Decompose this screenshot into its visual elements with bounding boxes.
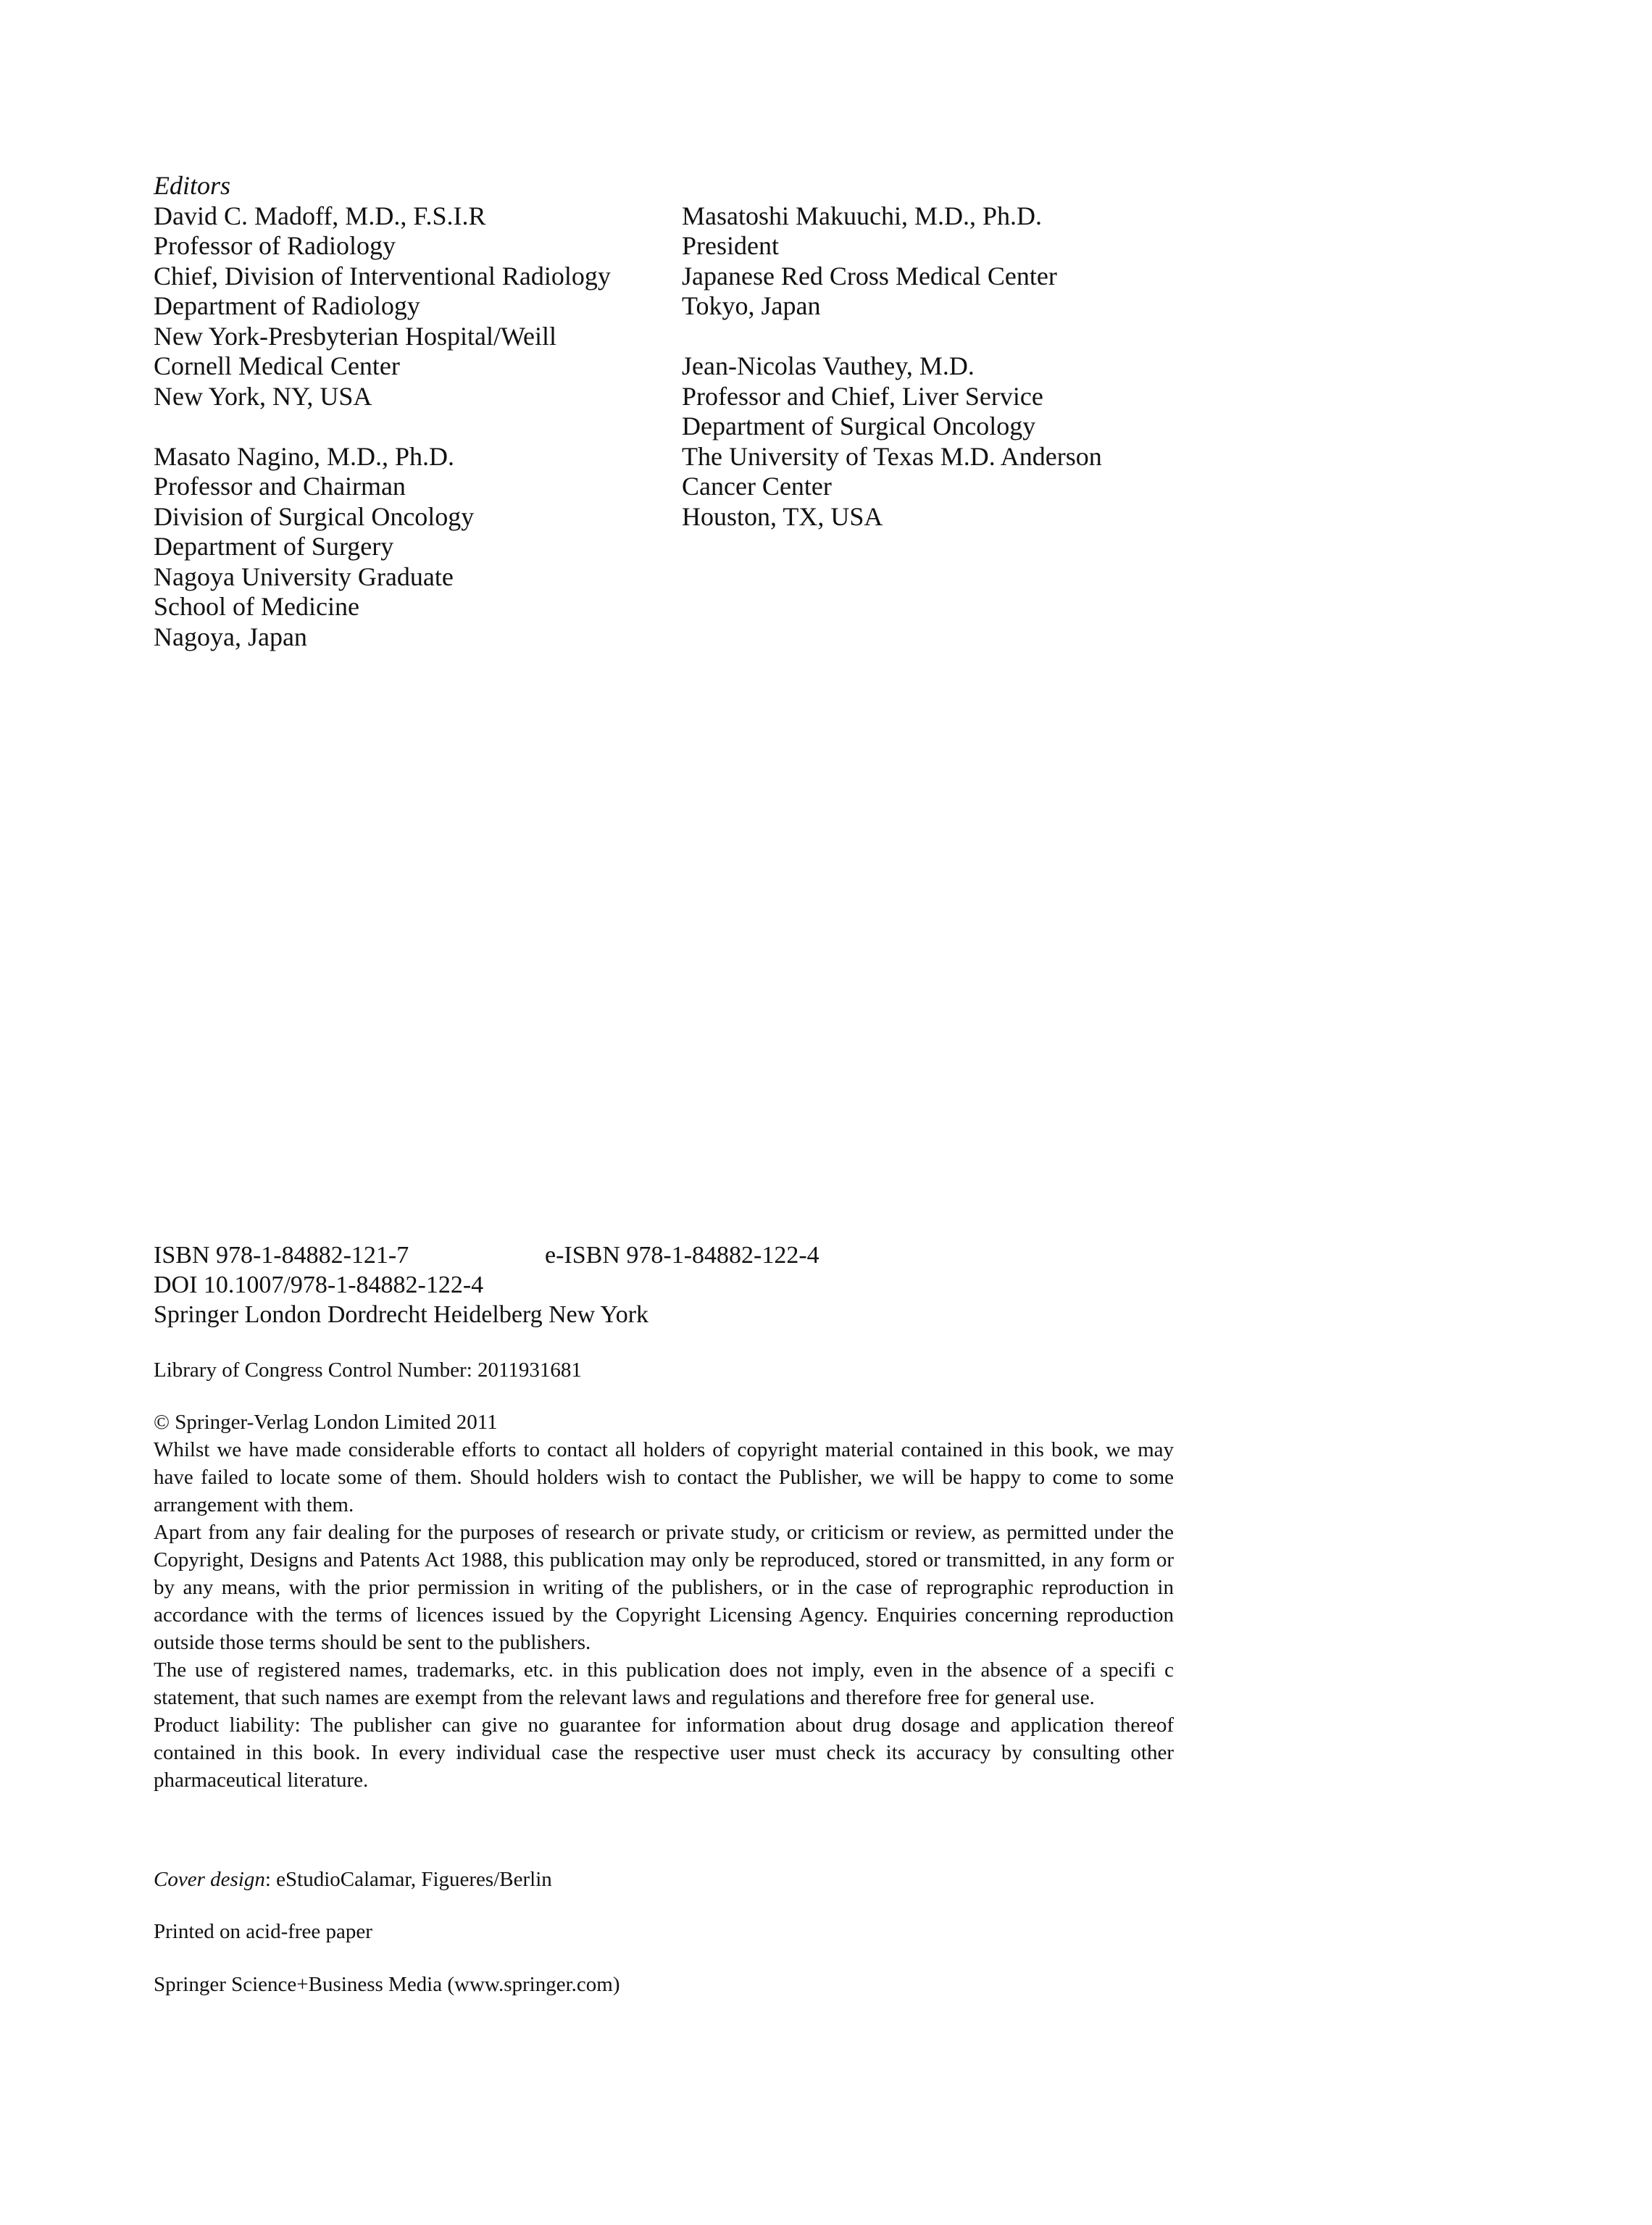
editor-line: Professor of Radiology: [154, 231, 396, 260]
editor-line: Professor and Chairman: [154, 472, 406, 501]
editor-line: The University of Texas M.D. Anderson: [682, 441, 1102, 471]
editor-line: Nagoya University Graduate: [154, 562, 454, 591]
editor-vauthey: [682, 351, 1102, 532]
imprint-note: [154, 1971, 1174, 1998]
editor-line: Masato Nagino, M.D., Ph.D.: [154, 441, 454, 471]
editor-line: Cornell Medical Center: [154, 351, 400, 380]
editor-line: Masatoshi Makuuchi, M.D., Ph.D.: [682, 201, 1042, 230]
loc-control-number: [154, 1356, 1174, 1384]
springer-imprint: Springer Science+Business Media (www.springer.com): [154, 1973, 620, 1996]
copyright-line: © Springer-Verlag London Limited 2011: [154, 1411, 498, 1434]
copyright-paragraph: Apart from any fair dealing for the purposes of research or private study, or criticism or review, as permitted under the Copyright, Designs and Patents Act 1988, this publication may only be reproduced, stored or transmitted, in any form or by any means, with the prior permission in writing of the publishers, or in the case of reprographic reproduction in accordance with the terms of licences issued by the Copyright Licensing Agency. Enquiries concerning reproduction outside those terms should be sent to the publishers.: [154, 1521, 1174, 1654]
editors-block: [154, 171, 1102, 652]
editors-heading: Editors: [154, 171, 231, 200]
editor-line: Nagoya, Japan: [154, 622, 307, 651]
editor-line: Department of Radiology: [154, 291, 420, 320]
copyright-block: [154, 1408, 1174, 1794]
doi: DOI 10.1007/978-1-84882-122-4: [154, 1272, 484, 1298]
editor-line: David C. Madoff, M.D., F.S.I.R: [154, 201, 486, 230]
copyright-paragraph: The use of registered names, trademarks, etc. in this publication does not imply, even in the absence of a specifi c statement, that such names are exempt from the relevant laws and regulations and therefore free for general use.: [154, 1658, 1174, 1709]
editor-makuuchi: [682, 201, 1102, 322]
editor-line: Jean-Nicolas Vauthey, M.D.: [682, 351, 975, 380]
editor-line: Department of Surgical Oncology: [682, 412, 1036, 441]
acid-free-paper: Printed on acid-free paper: [154, 1920, 372, 1943]
copyright-paragraph: Whilst we have made considerable efforts to contact all holders of copyright material contained in this book, we may have failed to locate some of them. Should holders wish to contact the Publisher, we will be happy to come to some arrangement with them.: [154, 1438, 1174, 1516]
editor-line: New York-Presbyterian Hospital/Weill: [154, 321, 557, 351]
editor-madoff: [154, 201, 611, 412]
publication-identifiers: [154, 1240, 819, 1329]
editor-line: Division of Surgical Oncology: [154, 501, 475, 531]
editor-line: Department of Surgery: [154, 532, 394, 561]
editor-line: Houston, TX, USA: [682, 501, 883, 531]
editor-line: Chief, Division of Interventional Radiology: [154, 261, 611, 291]
editor-line: President: [682, 231, 779, 260]
editor-nagino: [154, 442, 611, 653]
cover-design-value: : eStudioCalamar, Figueres/Berlin: [264, 1868, 552, 1891]
editor-line: School of Medicine: [154, 592, 359, 621]
cover-design-label: Cover design: [154, 1868, 265, 1891]
loc-number: Library of Congress Control Number: 2011931681: [154, 1358, 582, 1382]
copyright-paragraph: Product liability: The publisher can give no guarantee for information about drug dosage and application thereof contained in this book. In every individual case the respective user must check its accuracy by consulting other pharmaceutical literature.: [154, 1713, 1174, 1792]
editor-line: Professor and Chief, Liver Service: [682, 381, 1043, 411]
publisher-cities: Springer London Dordrecht Heidelberg New York: [154, 1301, 649, 1328]
editor-line: New York, NY, USA: [154, 381, 372, 411]
paper-note: [154, 1918, 1174, 1945]
editors-column-right: [682, 201, 1102, 533]
e-isbn: e-ISBN 978-1-84882-122-4: [545, 1242, 819, 1269]
isbn: ISBN 978-1-84882-121-7: [154, 1242, 409, 1269]
cover-design: [154, 1866, 1174, 1893]
editor-line: Tokyo, Japan: [682, 291, 821, 320]
editors-column-left: [154, 201, 611, 653]
editor-line: Japanese Red Cross Medical Center: [682, 261, 1057, 291]
editor-line: Cancer Center: [682, 472, 832, 501]
